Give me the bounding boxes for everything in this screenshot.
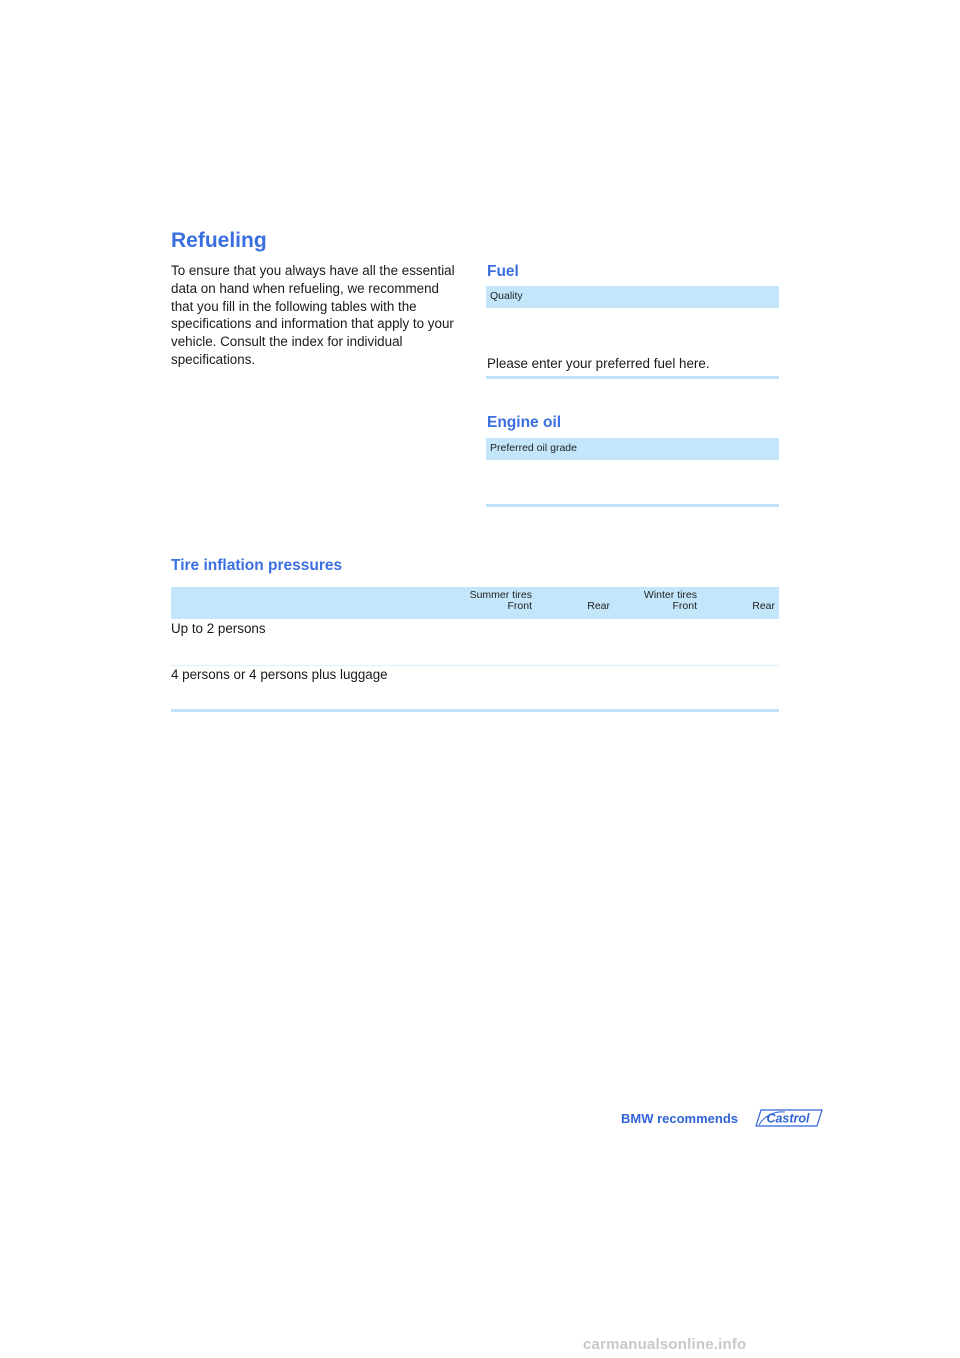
fuel-divider [486, 376, 779, 379]
fuel-heading: Fuel [487, 263, 519, 280]
tire-table-header [171, 587, 779, 619]
castrol-logo-text: Castrol [766, 1111, 810, 1126]
bmw-recommends-text: BMW recommends [621, 1111, 739, 1126]
tire-pressure-heading: Tire inflation pressures [171, 557, 343, 574]
fuel-note: Please enter your preferred fuel here. [487, 356, 710, 371]
castrol-logo [755, 1109, 823, 1127]
oil-grade-label: Preferred oil grade [490, 442, 577, 454]
watermark-text: carmanualsonline.info [583, 1336, 747, 1353]
tire-table-bottom-rule [171, 709, 779, 712]
castrol-logo-graphic [755, 1109, 823, 1127]
winter-rear-header: Rear [752, 600, 775, 612]
table-row-label-2: 4 persons or 4 persons plus luggage [171, 667, 388, 682]
table-row-divider [171, 665, 779, 666]
fuel-quality-label: Quality [490, 290, 523, 302]
oil-divider [486, 504, 779, 507]
summer-tires-header: Summer tires [469, 589, 532, 601]
winter-front-header: Front [672, 600, 697, 612]
table-row-label-1: Up to 2 persons [171, 621, 266, 636]
oil-grade-bar [486, 438, 779, 460]
page-title: Refueling [171, 229, 267, 252]
engine-oil-heading: Engine oil [487, 414, 562, 431]
intro-paragraph: To ensure that you always have all the essential data on hand when refueling, we recommend that you fill in the following tables with the specifications and information that apply to your vehicle. Consult the index for individual specifications. [171, 263, 455, 367]
summer-rear-header: Rear [587, 600, 610, 612]
fuel-quality-bar [486, 286, 779, 308]
summer-front-header: Front [507, 600, 532, 612]
winter-tires-header: Winter tires [643, 589, 697, 601]
